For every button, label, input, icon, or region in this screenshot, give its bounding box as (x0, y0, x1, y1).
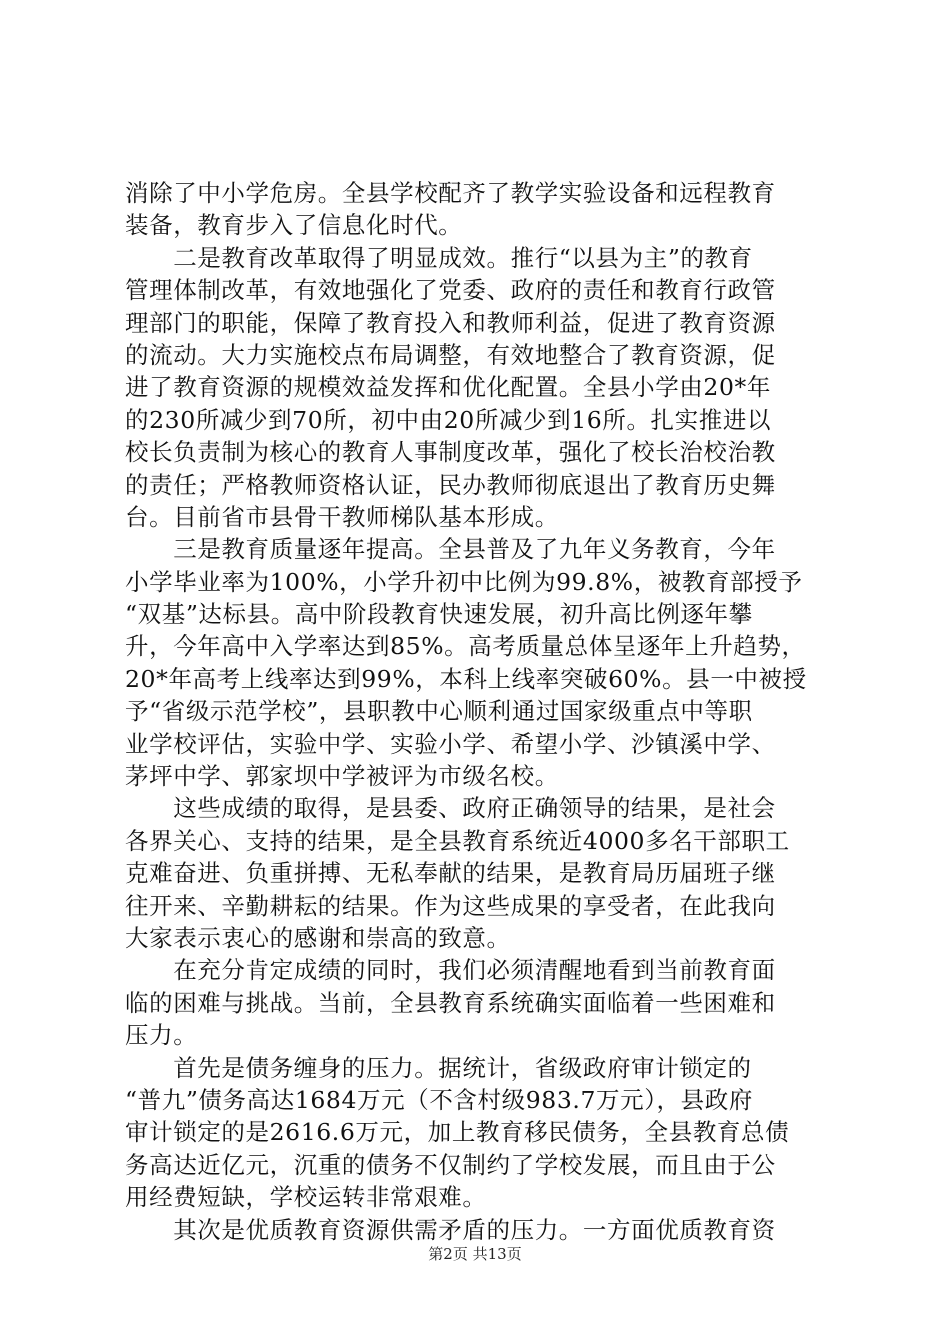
text-line: 用经费短缺，学校运转非常艰难。 (125, 1183, 487, 1212)
text-line: 小学毕业率为100%，小学升初中比例为99.8%，被教育部授予 (125, 567, 803, 596)
text-line: 升，今年高中入学率达到85%。高考质量总体呈逐年上升趋势， (125, 632, 806, 661)
text-line: 20*年高考上线率达到99%，本科上线率突破60%。县一中被授 (125, 664, 807, 693)
text-line: 校长负责制为核心的教育人事制度改革，强化了校长治校治教 (125, 438, 776, 467)
text-line: “双基”达标县。高中阶段教育快速发展，初升高比例逐年攀 (125, 600, 753, 629)
text-line: 临的困难与挑战。当前，全县教育系统确实面临着一些困难和 (125, 988, 776, 1017)
text-line: 大家表示衷心的感谢和崇高的致意。 (125, 923, 511, 952)
text-line: 二是教育改革取得了明显成效。推行“以县为主”的教育 (125, 243, 753, 272)
text-line: “普九”债务高达1684万元（不含村级983.7万元），县政府 (125, 1085, 753, 1114)
text-line: 克难奋进、负重拼搏、无私奉献的结果，是教育局历届班子继 (125, 859, 776, 888)
text-line: 予“省级示范学校”，县职教中心顺利通过国家级重点中等职 (125, 697, 753, 726)
text-line: 往开来、辛勤耕耘的结果。作为这些成果的享受者，在此我向 (125, 891, 776, 920)
text-line: 管理体制改革，有效地强化了党委、政府的责任和教育行政管 (125, 276, 776, 305)
text-line: 其次是优质教育资源供需矛盾的压力。一方面优质教育资 (125, 1215, 776, 1244)
text-line: 消除了中小学危房。全县学校配齐了教学实验设备和远程教育 (125, 179, 776, 207)
text-line: 的230所减少到70所，初中由20所减少到16所。扎实推进以 (125, 405, 772, 434)
text-line: 压力。 (125, 1021, 198, 1050)
body-text (125, 177, 835, 1246)
text-line: 的责任；严格教师资格认证，民办教师彻底退出了教育历史舞 (125, 470, 776, 499)
text-line: 审计锁定的是2616.6万元，加上教育移民债务，全县教育总债 (125, 1118, 790, 1147)
text-line: 进了教育资源的规模效益发挥和优化配置。全县小学由20*年 (125, 373, 771, 402)
text-line: 装备，教育步入了信息化时代。 (125, 211, 463, 240)
text-line: 这些成绩的取得，是县委、政府正确领导的结果，是社会 (125, 794, 776, 823)
text-line: 理部门的职能，保障了教育投入和教师利益，促进了教育资源 (125, 308, 776, 337)
text-line: 务高达近亿元，沉重的债务不仅制约了学校发展，而且由于公 (125, 1150, 776, 1179)
text-line: 首先是债务缠身的压力。据统计，省级政府审计锁定的 (125, 1053, 752, 1082)
page-footer: 第2页 共13页 (428, 1245, 522, 1263)
text-line: 各界关心、支持的结果，是全县教育系统近4000多名干部职工 (125, 826, 790, 855)
text-line: 台。目前省市县骨干教师梯队基本形成。 (125, 502, 559, 531)
text-line: 三是教育质量逐年提高。全县普及了九年义务教育，今年 (125, 535, 776, 564)
text-line: 在充分肯定成绩的同时，我们必须清醒地看到当前教育面 (125, 956, 776, 985)
text-line: 茅坪中学、郭家坝中学被评为市级名校。 (125, 762, 559, 791)
text-line: 业学校评估，实验中学、实验小学、希望小学、沙镇溪中学、 (125, 729, 776, 758)
text-line: 的流动。大力实施校点布局调整，有效地整合了教育资源，促 (125, 340, 776, 369)
